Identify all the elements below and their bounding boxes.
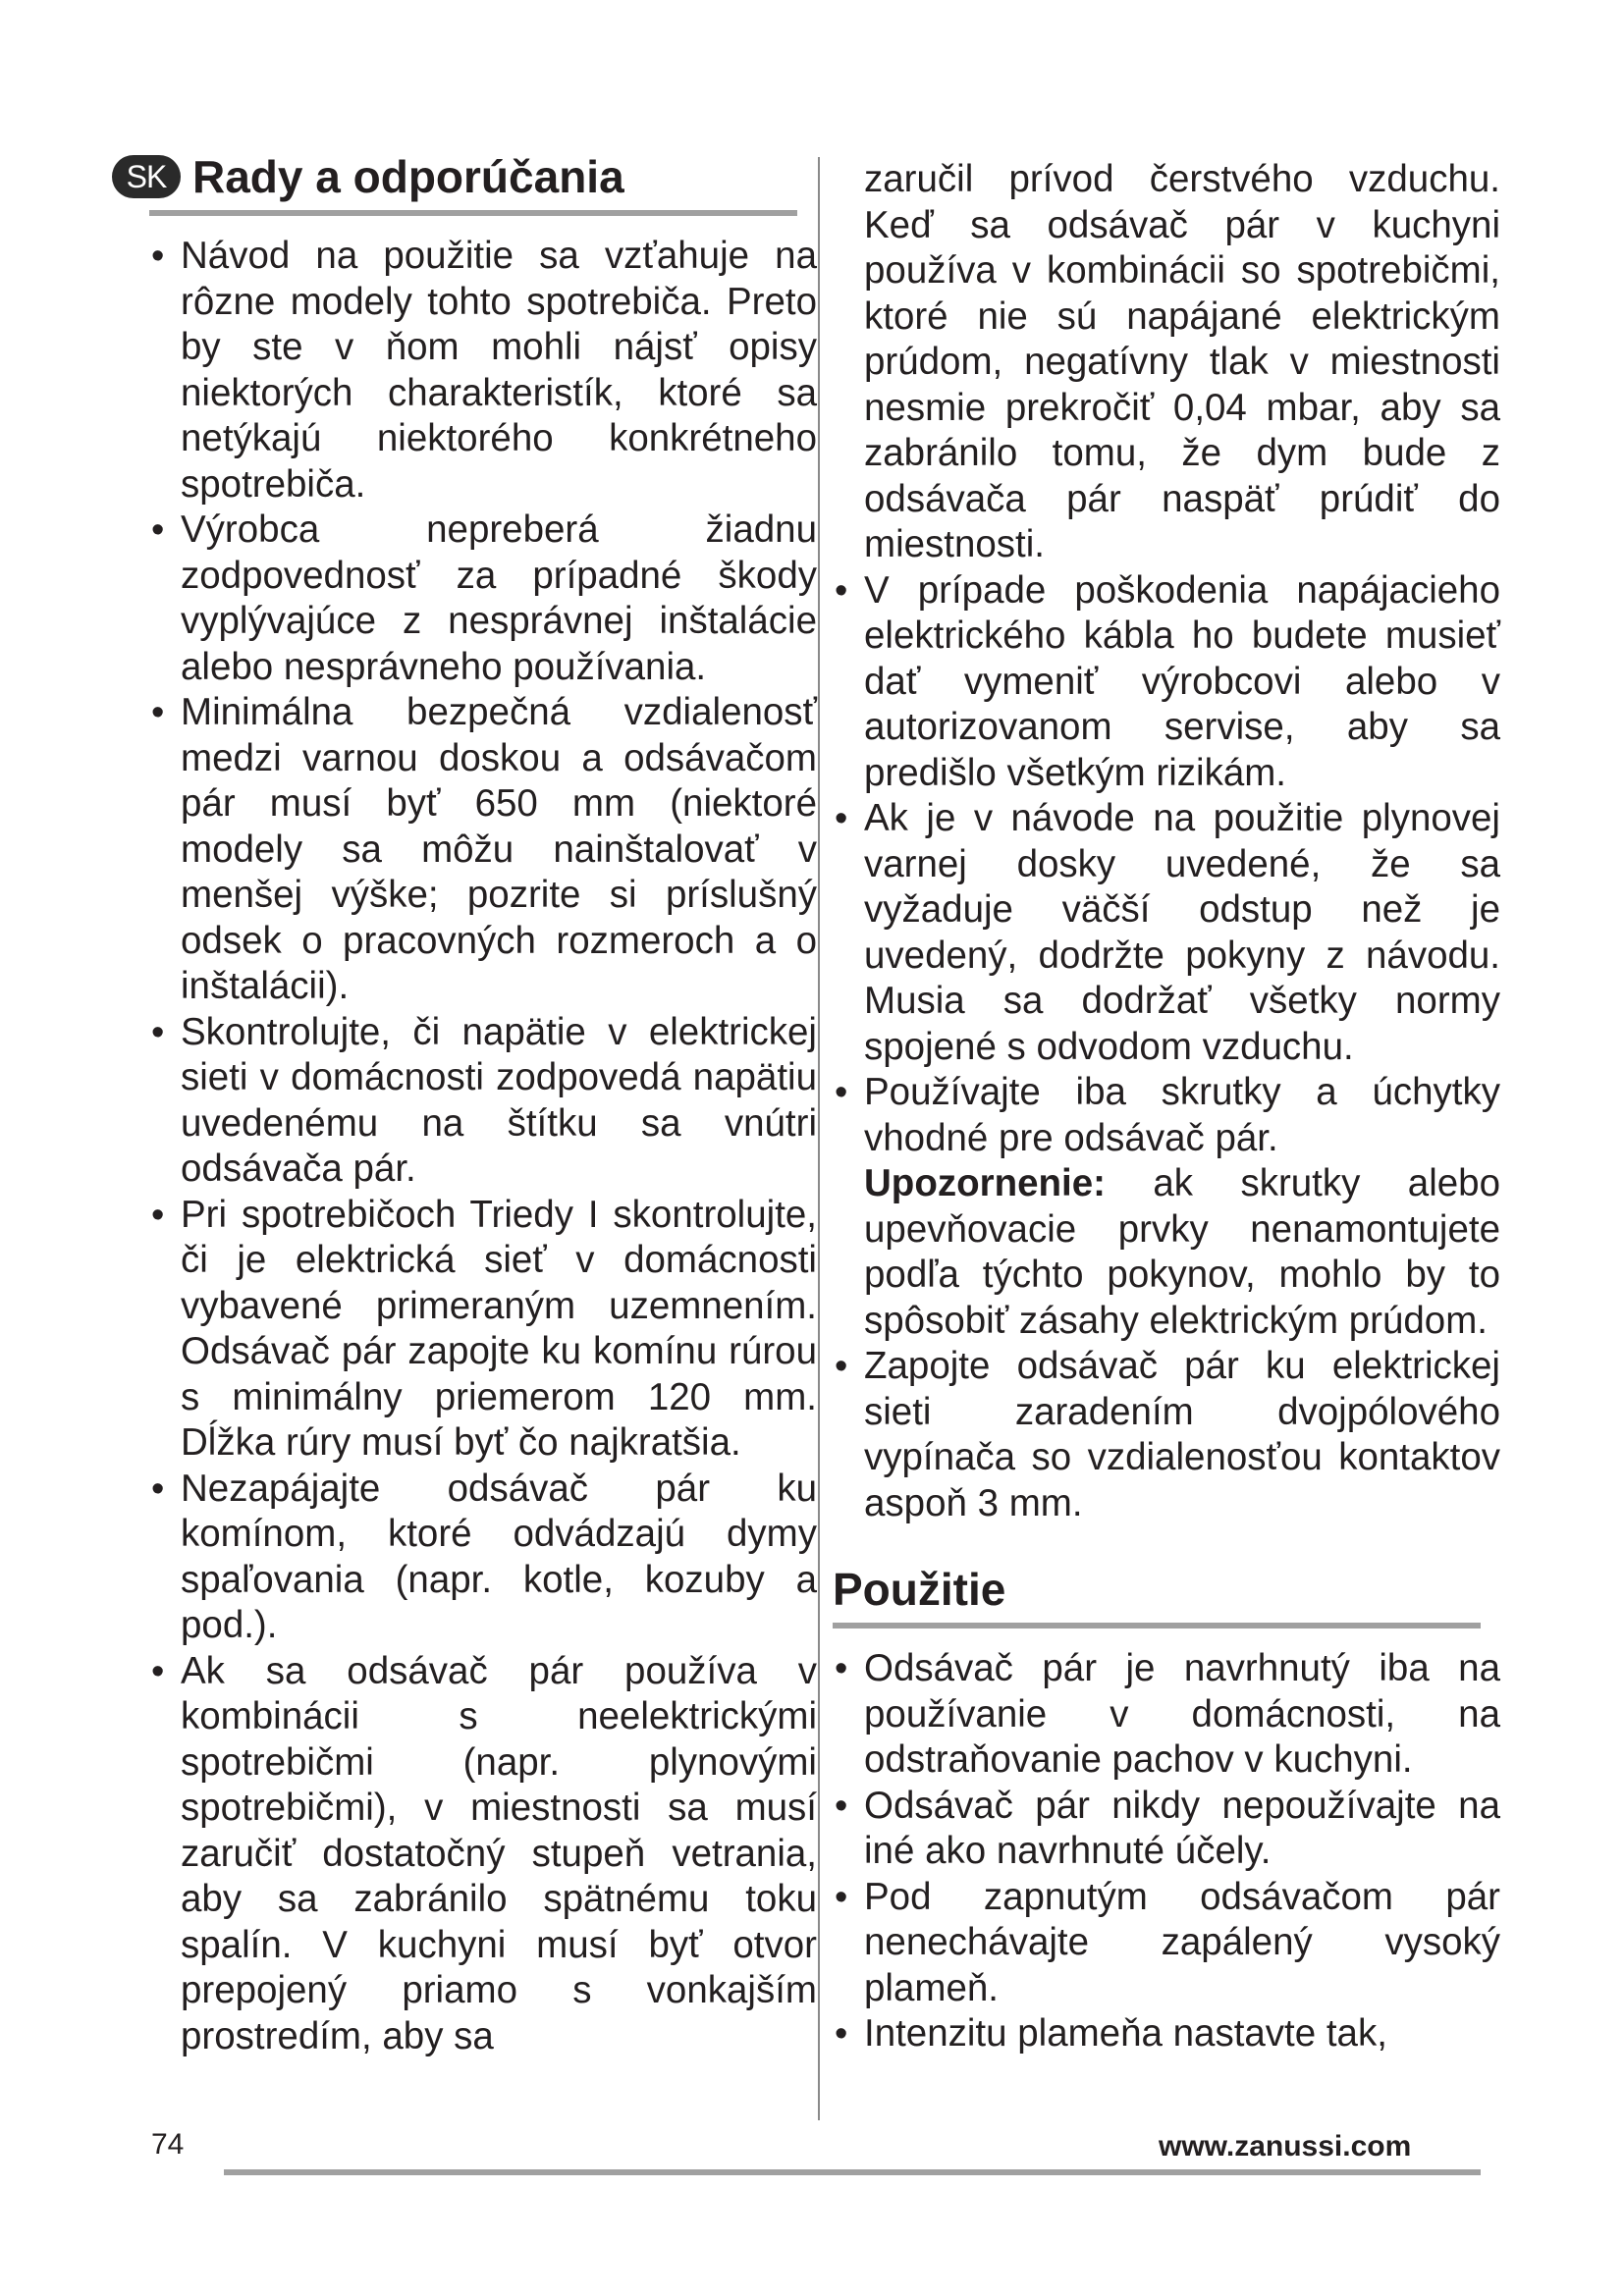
list-item: • Skontrolujte, či napätie v elektrickej sieti v domácnosti zodpovedá napätiu uvedenému na štítku sa vnútri odsávača pár.	[149, 1010, 817, 1193]
list-item: • Minimálna bezpečná vzdialenosť medzi varnou doskou a odsávačom pár musí byť 650 mm (niektoré modely sa môžu nainštalovať v menšej výške; pozrite si príslušný odsek o pracovných rozmeroch a o inštalácii).	[149, 690, 817, 1010]
warning-text: ak skrutky alebo upevňovacie prvky nenamontujete podľa týchto pokynov, mohlo by to spôsobiť zásahy elektrickým prúdom.	[864, 1162, 1500, 1342]
list-item: • Návod na použitie sa vzťahuje na rôzne modely tohto spotrebiča. Preto by ste v ňom mohli nájsť opisy niektorých charakteristík, ktoré sa netýkajú niektorého konkrétneho spotrebiča.	[149, 234, 817, 507]
warning-label: Upozornenie:	[864, 1162, 1106, 1204]
screws-text: Používajte iba skrutky a úchytky vhodné pre odsávač pár.	[864, 1071, 1500, 1159]
usage-title-underline	[833, 1623, 1481, 1629]
list-item: • Ak sa odsávač pár používa v kombinácii s neelektrickými spotrebičmi (napr. plynovými spotrebičmi), v miestnosti sa musí zaručiť dostatočný stupeň vetrania, aby sa zabránilo spätnému toku spalín. V kuchyni musí byť otvor prepojený priamo s vonkajším prostredím, aby sa	[149, 1649, 817, 2060]
list-item: • Odsávač pár je navrhnutý iba na používanie v domácnosti, na odstraňovanie pachov v kuchyni.	[833, 1646, 1500, 1784]
list-item: • V prípade poškodenia napájacieho elektrického kábla ho budete musieť dať vymeniť výrobcovi alebo v autorizovanom servise, aby sa predišlo všetkým rizikám.	[833, 568, 1500, 797]
website-url[interactable]: www.zanussi.com	[1159, 2130, 1412, 2163]
footer-rule	[224, 2169, 1481, 2175]
list-item: • Ak je v návode na použitie plynovej varnej dosky uvedené, že sa vyžaduje väčší odstup než je uvedený, dodržte pokyny z návodu. Musia sa dodržať všetky normy spojené s odvodom vzduchu.	[833, 796, 1500, 1070]
list-item: • Pri spotrebičoch Triedy I skontrolujte, či je elektrická sieť v domácnosti vybavené primeraným uzemnením. Odsávač pár zapojte ku komínu rúrou s minimálny priemerom 120 mm. Dĺžka rúry musí byť čo najkratšia.	[149, 1193, 817, 1467]
advice-list-continued	[833, 568, 1500, 1527]
list-item: • Nezapájajte odsávač pár ku komínom, ktoré odvádzajú dymy spaľovania (napr. kotle, kozuby a pod.).	[149, 1467, 817, 1649]
left-column	[126, 147, 817, 2059]
list-item: • Odsávač pár nikdy nepoužívajte na iné ako navrhnuté účely.	[833, 1784, 1500, 1875]
list-item: • Pod zapnutým odsávačom pár nenechávajte zapálený vysoký plameň.	[833, 1875, 1500, 2012]
list-item: • Výrobca nepreberá žiadnu zodpovednosť za prípadné škody vyplývajúce z nesprávnej inštalácie alebo nesprávneho používania.	[149, 507, 817, 690]
usage-section	[833, 1560, 1500, 2057]
usage-header	[833, 1560, 1500, 1619]
language-badge: SK	[112, 155, 181, 198]
list-item-screws	[833, 1070, 1500, 1344]
section-header	[126, 147, 817, 206]
title-underline	[149, 210, 797, 216]
section-title: Rady a odporúčania	[192, 151, 624, 202]
usage-list	[833, 1646, 1500, 2057]
column-divider	[818, 157, 820, 2120]
right-column	[833, 157, 1500, 2057]
continued-paragraph: zaručil prívod čerstvého vzduchu. Keď sa odsávač pár v kuchyni používa v kombinácii so spotrebičmi, ktoré nie sú napájané elektrickým prúdom, negatívny tlak v miestnosti nesmie prekročiť 0,04 mbar, aby sa zabránilo tomu, že dym bude z odsávača pár naspäť prúdiť do miestnosti.	[864, 158, 1500, 565]
list-item: • Intenzitu plameňa nastavte tak,	[833, 2011, 1500, 2057]
usage-title: Použitie	[833, 1564, 1006, 1615]
list-item: • Zapojte odsávač pár ku elektrickej sieti zaradením dvojpólového vypínača so vzdialenosťou kontaktov aspoň 3 mm.	[833, 1344, 1500, 1526]
advice-list	[149, 234, 817, 2059]
page-number: 74	[151, 2128, 185, 2161]
